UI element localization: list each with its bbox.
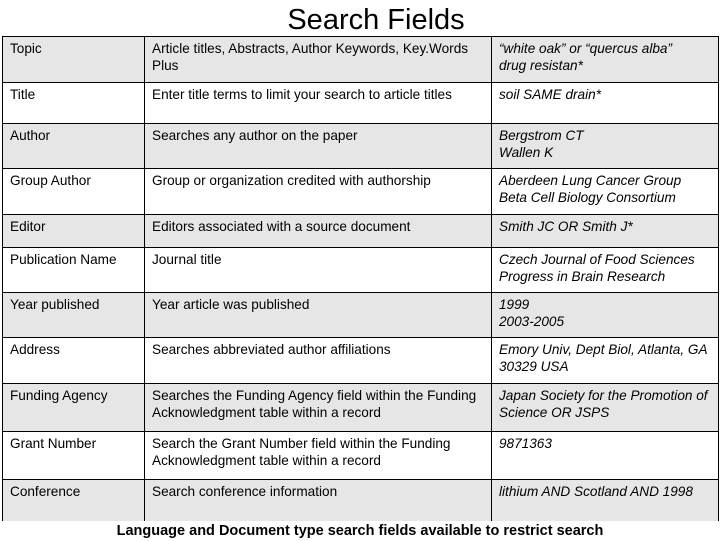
- example-text: 9871363: [499, 436, 552, 451]
- field-example-cell: [492, 432, 719, 480]
- field-name-cell: Conference: [3, 480, 145, 522]
- field-description-cell: Article titles, Abstracts, Author Keywords, Key.Words Plus: [145, 37, 492, 83]
- field-example-cell: [492, 293, 719, 338]
- table-row: [3, 480, 719, 522]
- example-text: “white oak” or “quercus alba”: [499, 41, 673, 56]
- footer-note: Language and Document type search fields available to restrict search: [0, 521, 720, 541]
- table-row: [3, 215, 719, 248]
- search-fields-table: [2, 36, 719, 522]
- field-name-cell: Funding Agency: [3, 384, 145, 432]
- field-name-cell: Group Author: [3, 169, 145, 215]
- example-text: 2003-2005: [499, 314, 565, 329]
- example-text: drug resistan*: [499, 58, 583, 73]
- field-name-cell: Topic: [3, 37, 145, 83]
- field-example-cell: [492, 124, 719, 169]
- table-row: [3, 384, 719, 432]
- field-example-cell: [492, 338, 719, 384]
- table-row: [3, 37, 719, 83]
- field-description-cell: Search conference information: [145, 480, 492, 522]
- field-name-cell: Publication Name: [3, 248, 145, 293]
- field-description-cell: Journal title: [145, 248, 492, 293]
- page-title: Search Fields: [287, 4, 465, 36]
- example-text: Emory Univ, Dept Biol, Atlanta, GA 30329 USA: [499, 342, 708, 374]
- field-description-cell: Year article was published: [145, 293, 492, 338]
- field-description-cell: Group or organization credited with authorship: [145, 169, 492, 215]
- example-text: Wallen K: [499, 145, 554, 160]
- example-text: Bergstrom CT: [499, 128, 584, 143]
- example-text: soil SAME drain*: [499, 87, 601, 102]
- field-description-cell: Searches abbreviated author affiliations: [145, 338, 492, 384]
- field-description-cell: Searches any author on the paper: [145, 124, 492, 169]
- example-text: Smith JC OR Smith J*: [499, 219, 633, 234]
- field-description-cell: Searches the Funding Agency field within the Funding Acknowledgment table within a record: [145, 384, 492, 432]
- field-example-cell: [492, 37, 719, 83]
- field-name-cell: Title: [3, 83, 145, 124]
- table-row: [3, 432, 719, 480]
- field-name-cell: Grant Number: [3, 432, 145, 480]
- field-example-cell: [492, 215, 719, 248]
- table-row: [3, 293, 719, 338]
- field-example-cell: [492, 480, 719, 522]
- example-text: lithium AND Scotland AND 1998: [499, 484, 693, 499]
- example-text: Beta Cell Biology Consortium: [499, 190, 676, 205]
- example-text: Czech Journal of Food Sciences: [499, 252, 695, 267]
- table-row: [3, 338, 719, 384]
- field-example-cell: [492, 248, 719, 293]
- example-text: 1999: [499, 297, 530, 312]
- field-name-cell: Year published: [3, 293, 145, 338]
- example-text: Aberdeen Lung Cancer Group: [499, 173, 682, 188]
- field-description-cell: Enter title terms to limit your search to article titles: [145, 83, 492, 124]
- example-text: Japan Society for the Promotion of Science OR JSPS: [499, 388, 708, 420]
- field-name-cell: Editor: [3, 215, 145, 248]
- table-row: [3, 124, 719, 169]
- field-description-cell: Search the Grant Number field within the Funding Acknowledgment table within a record: [145, 432, 492, 480]
- field-name-cell: Address: [3, 338, 145, 384]
- field-example-cell: [492, 169, 719, 215]
- field-name-cell: Author: [3, 124, 145, 169]
- table-row: [3, 169, 719, 215]
- table-row: [3, 83, 719, 124]
- table-row: [3, 248, 719, 293]
- example-text: Progress in Brain Research: [499, 269, 666, 284]
- field-example-cell: [492, 384, 719, 432]
- field-description-cell: Editors associated with a source document: [145, 215, 492, 248]
- field-example-cell: [492, 83, 719, 124]
